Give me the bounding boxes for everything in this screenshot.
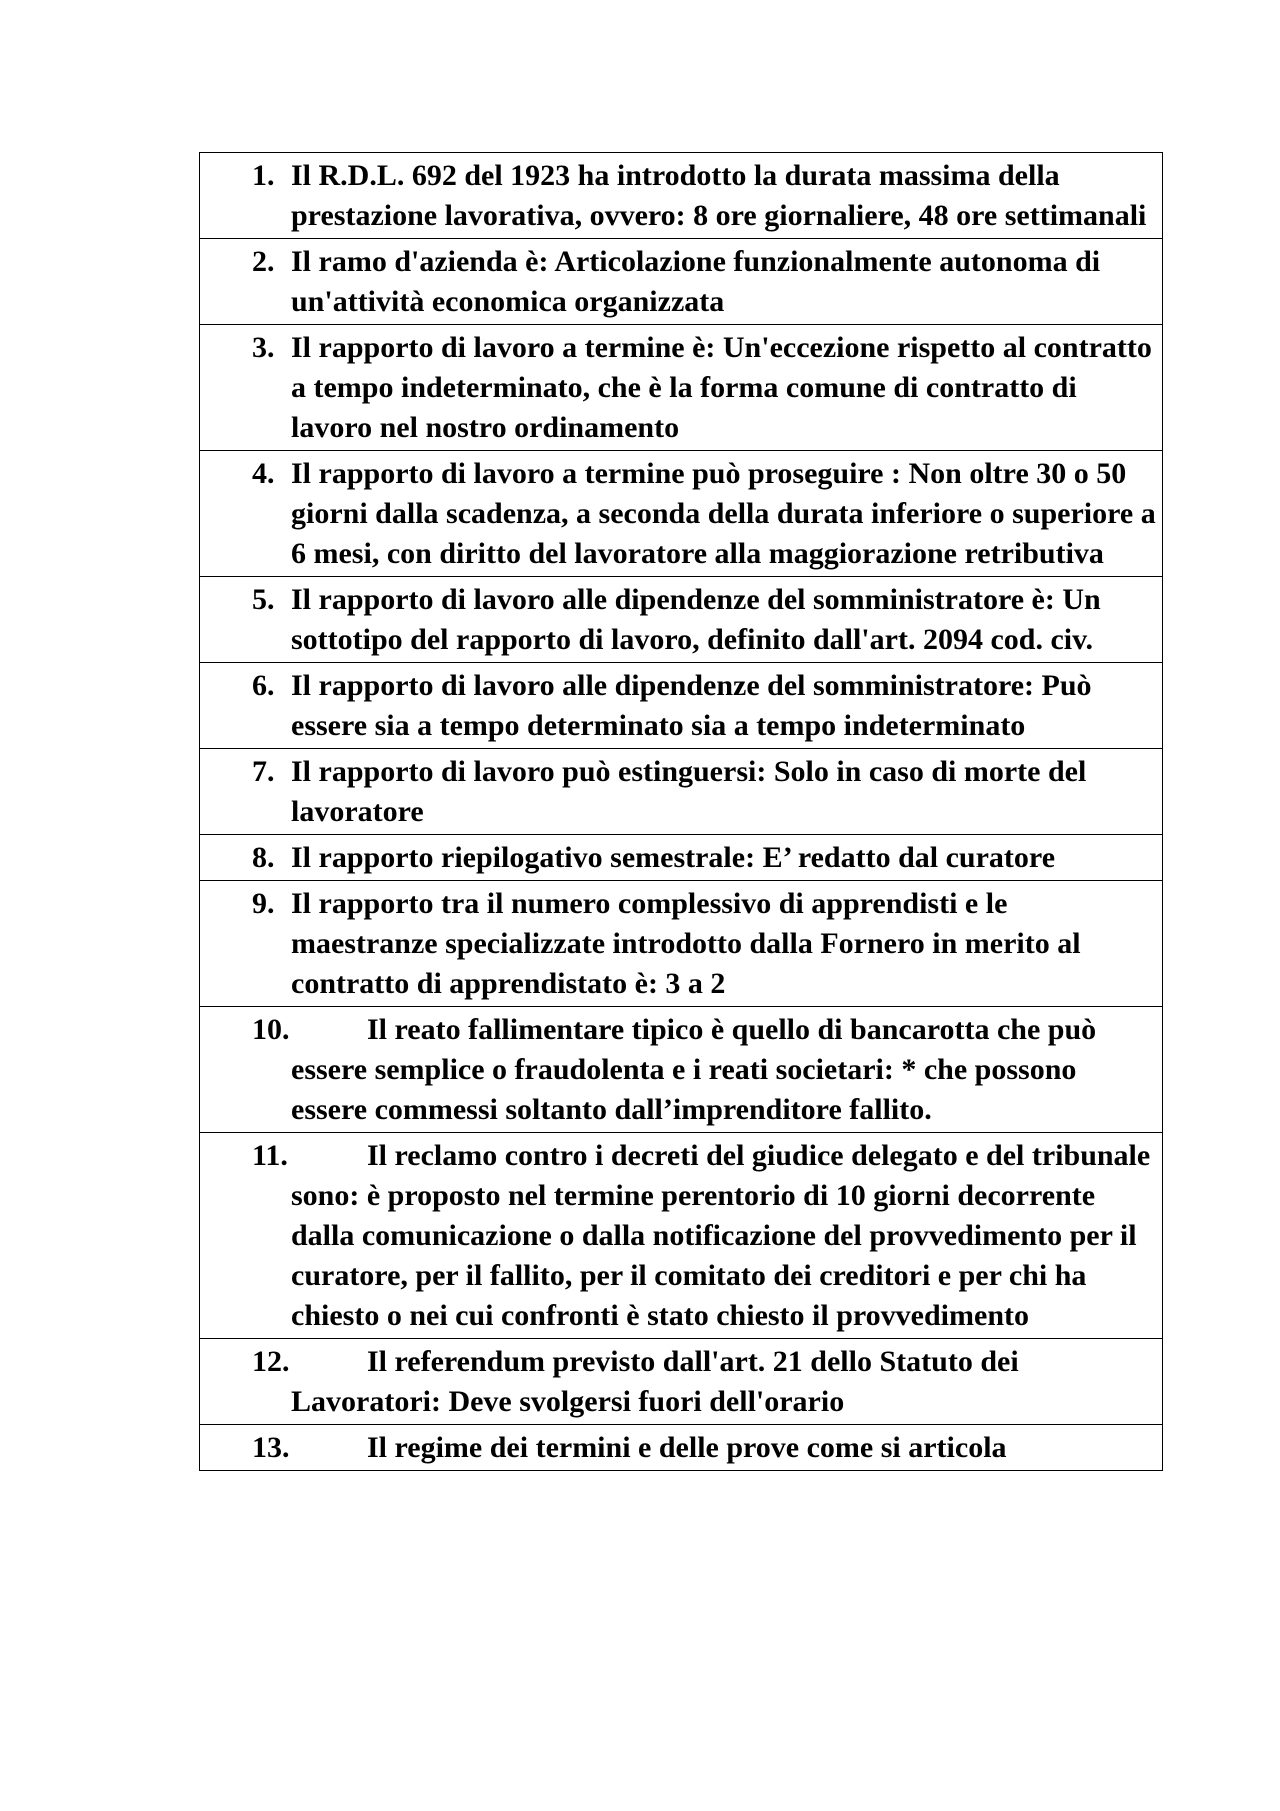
table-cell — [200, 153, 1163, 239]
list-item — [200, 1007, 1162, 1132]
item-text: Il rapporto di lavoro a termine è: Un'eccezione rispetto al contratto a tempo indeterminato, che è la forma comune di contratto di lavoro nel nostro ordinamento — [291, 331, 1152, 444]
table-cell — [200, 451, 1163, 577]
item-number: 2. — [252, 245, 275, 278]
table-cell — [200, 1133, 1163, 1339]
table-row — [200, 451, 1163, 577]
table-body — [200, 153, 1163, 1471]
item-text: Il ramo d'azienda è: Articolazione funzionalmente autonoma di un'attività economica organizzata — [291, 245, 1101, 318]
document-table — [199, 152, 1163, 1471]
item-number: 13. — [252, 1431, 290, 1464]
table-cell — [200, 325, 1163, 451]
table-row — [200, 1133, 1163, 1339]
item-text: Il rapporto di lavoro alle dipendenze del somministratore è: Un sottotipo del rapporto di lavoro, definito dall'art. 2094 cod. civ. — [291, 583, 1101, 656]
item-number: 12. — [252, 1345, 290, 1378]
list-item — [200, 577, 1162, 662]
table-cell — [200, 881, 1163, 1007]
table-cell — [200, 835, 1163, 881]
item-number: 7. — [252, 755, 275, 788]
item-number: 9. — [252, 887, 275, 920]
list-item — [200, 153, 1162, 238]
item-number: 1. — [252, 159, 275, 192]
item-text: Il rapporto di lavoro può estinguersi: Solo in caso di morte del lavoratore — [291, 755, 1087, 828]
item-text: Il referendum previsto dall'art. 21 dello Statuto dei Lavoratori: Deve svolgersi fuori dell'orario — [291, 1345, 1019, 1418]
table-cell — [200, 577, 1163, 663]
list-item — [200, 749, 1162, 834]
item-text: Il reato fallimentare tipico è quello di bancarotta che può essere semplice o fraudolenta e i reati societari: * che possono essere commessi soltanto dall’imprenditore fallito. — [291, 1013, 1097, 1126]
table-row — [200, 1339, 1163, 1425]
item-number: 11. — [252, 1139, 288, 1172]
table-cell — [200, 239, 1163, 325]
list-item — [200, 835, 1162, 880]
list-item — [200, 239, 1162, 324]
table-cell — [200, 1425, 1163, 1471]
table-cell — [200, 1339, 1163, 1425]
table-cell — [200, 749, 1163, 835]
item-number: 5. — [252, 583, 275, 616]
table-row — [200, 577, 1163, 663]
table-row — [200, 239, 1163, 325]
table-row — [200, 881, 1163, 1007]
table-row — [200, 1007, 1163, 1133]
item-text: Il reclamo contro i decreti del giudice delegato e del tribunale sono: è proposto nel termine perentorio di 10 giorni decorrente dalla comunicazione o dalla notificazione del provvedimento per il curatore, per il fallito, per il comitato dei creditori e per chi ha chiesto o nei cui confronti è stato chiesto il provvedimento — [291, 1139, 1151, 1332]
item-text: Il rapporto di lavoro alle dipendenze del somministratore: Può essere sia a tempo determinato sia a tempo indeterminato — [291, 669, 1092, 742]
list-item — [200, 451, 1162, 576]
table-row — [200, 749, 1163, 835]
item-text: Il rapporto tra il numero complessivo di apprendisti e le maestranze specializzate introdotto dalla Fornero in merito al contratto di apprendistato è: 3 a 2 — [291, 887, 1081, 1000]
item-text: Il regime dei termini e delle prove come si articola — [367, 1431, 1007, 1464]
item-number: 8. — [252, 841, 275, 874]
item-text: Il rapporto di lavoro a termine può proseguire : Non oltre 30 o 50 giorni dalla scadenza, a seconda della durata inferiore o superiore a 6 mesi, con diritto del lavoratore alla maggiorazione retributiva — [291, 457, 1156, 570]
table-row — [200, 153, 1163, 239]
list-item — [200, 881, 1162, 1006]
table-cell — [200, 1007, 1163, 1133]
list-item — [200, 1133, 1162, 1338]
table-row — [200, 835, 1163, 881]
item-number: 10. — [252, 1013, 290, 1046]
item-text: Il rapporto riepilogativo semestrale: E’ redatto dal curatore — [291, 841, 1056, 874]
item-text: Il R.D.L. 692 del 1923 ha introdotto la durata massima della prestazione lavorativa, ovvero: 8 ore giornaliere, 48 ore settimanali — [291, 159, 1147, 232]
item-number: 3. — [252, 331, 275, 364]
list-item — [200, 663, 1162, 748]
list-item — [200, 325, 1162, 450]
table-row — [200, 325, 1163, 451]
table-row — [200, 663, 1163, 749]
list-item — [200, 1339, 1162, 1424]
table-cell — [200, 663, 1163, 749]
table-row — [200, 1425, 1163, 1471]
item-number: 6. — [252, 669, 275, 702]
list-item — [200, 1425, 1162, 1470]
item-number: 4. — [252, 457, 275, 490]
